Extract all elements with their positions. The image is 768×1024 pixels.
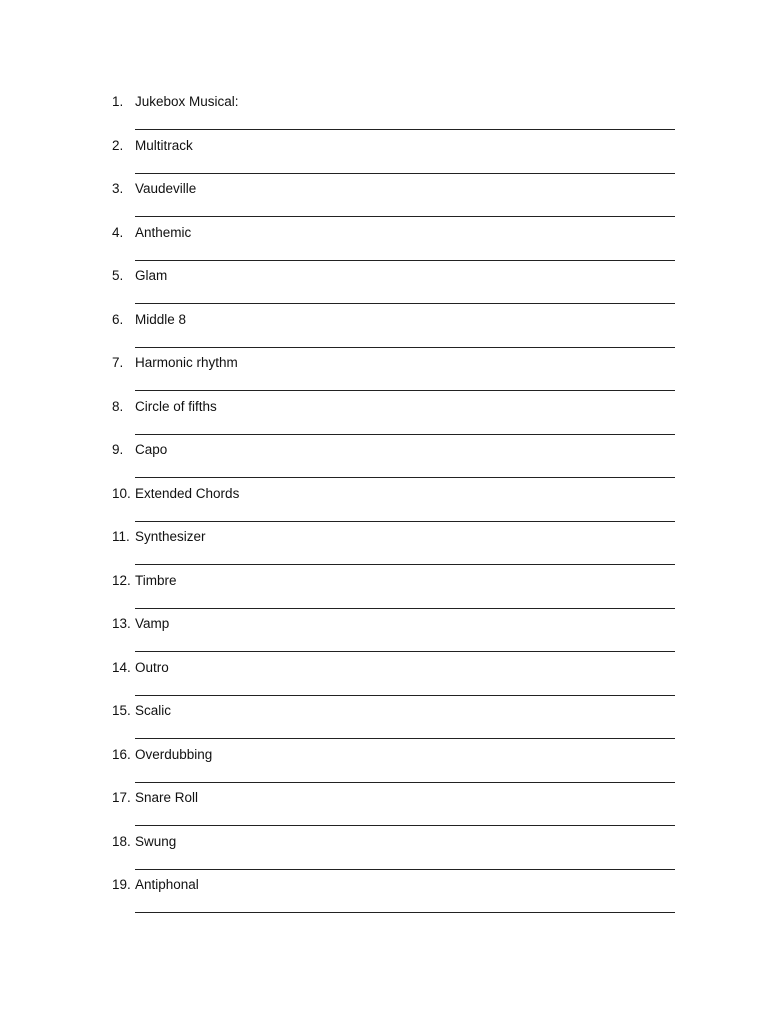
list-item <box>112 572 677 616</box>
list-item <box>112 180 677 224</box>
answer-line[interactable] <box>135 521 675 522</box>
list-item <box>112 659 677 703</box>
answer-line[interactable] <box>135 869 675 870</box>
item-term: Harmonic rhythm <box>135 355 238 370</box>
answer-line[interactable] <box>135 564 675 565</box>
item-term: Outro <box>135 659 169 675</box>
item-term: Circle of fifths <box>135 398 217 414</box>
answer-line[interactable] <box>135 434 675 435</box>
item-term: Snare Roll <box>135 790 199 805</box>
item-term: Glam <box>135 268 168 283</box>
item-number: 12. <box>112 572 131 588</box>
answer-line[interactable] <box>135 825 675 826</box>
item-term: Overdubbing <box>135 746 213 762</box>
item-term: Anthemic <box>135 224 192 240</box>
answer-line[interactable] <box>135 129 675 130</box>
item-number: 7. <box>112 355 124 370</box>
item-term: Swung <box>135 833 177 849</box>
answer-line[interactable] <box>135 390 675 391</box>
item-number: 8. <box>112 398 124 414</box>
item-term: Middle 8 <box>135 311 187 327</box>
answer-line[interactable] <box>135 912 675 913</box>
item-number: 5. <box>112 268 124 283</box>
list-item <box>112 441 677 485</box>
item-number: 14. <box>112 659 131 675</box>
list-item <box>112 746 677 790</box>
list-item <box>112 93 677 137</box>
item-number: 18. <box>112 833 131 849</box>
list-item <box>112 615 677 659</box>
item-number: 15. <box>112 703 131 718</box>
list-item <box>112 485 677 529</box>
item-term: Timbre <box>135 572 177 588</box>
list-item <box>112 398 677 442</box>
item-number: 13. <box>112 616 131 631</box>
item-term: Vamp <box>135 616 170 631</box>
item-term: Jukebox Musical: <box>135 94 239 109</box>
answer-line[interactable] <box>135 651 675 652</box>
item-term: Capo <box>135 442 168 457</box>
answer-line[interactable] <box>135 695 675 696</box>
item-number: 6. <box>112 311 124 327</box>
item-number: 11. <box>112 529 130 544</box>
list-item <box>112 354 677 398</box>
list-item <box>112 833 677 877</box>
item-number: 17. <box>112 790 131 805</box>
list-item <box>112 789 677 833</box>
term-list <box>112 93 677 920</box>
answer-line[interactable] <box>135 738 675 739</box>
list-item <box>112 876 677 920</box>
answer-line[interactable] <box>135 260 675 261</box>
answer-line[interactable] <box>135 173 675 174</box>
item-term: Multitrack <box>135 137 193 153</box>
item-number: 10. <box>112 485 131 501</box>
item-number: 19. <box>112 877 131 892</box>
item-term: Scalic <box>135 703 172 718</box>
list-item <box>112 267 677 311</box>
list-item <box>112 528 677 572</box>
answer-line[interactable] <box>135 782 675 783</box>
item-number: 9. <box>112 442 124 457</box>
item-number: 3. <box>112 181 124 196</box>
item-term: Antiphonal <box>135 877 199 892</box>
item-term: Extended Chords <box>135 485 240 501</box>
answer-line[interactable] <box>135 216 675 217</box>
item-number: 2. <box>112 137 124 153</box>
item-number: 4. <box>112 224 124 240</box>
item-number: 16. <box>112 746 131 762</box>
answer-line[interactable] <box>135 303 675 304</box>
answer-line[interactable] <box>135 477 675 478</box>
list-item <box>112 224 677 268</box>
list-item <box>112 702 677 746</box>
item-term: Synthesizer <box>135 529 206 544</box>
item-term: Vaudeville <box>135 181 197 196</box>
item-number: 1. <box>112 94 124 109</box>
list-item <box>112 137 677 181</box>
answer-line[interactable] <box>135 608 675 609</box>
answer-line[interactable] <box>135 347 675 348</box>
list-item <box>112 311 677 355</box>
